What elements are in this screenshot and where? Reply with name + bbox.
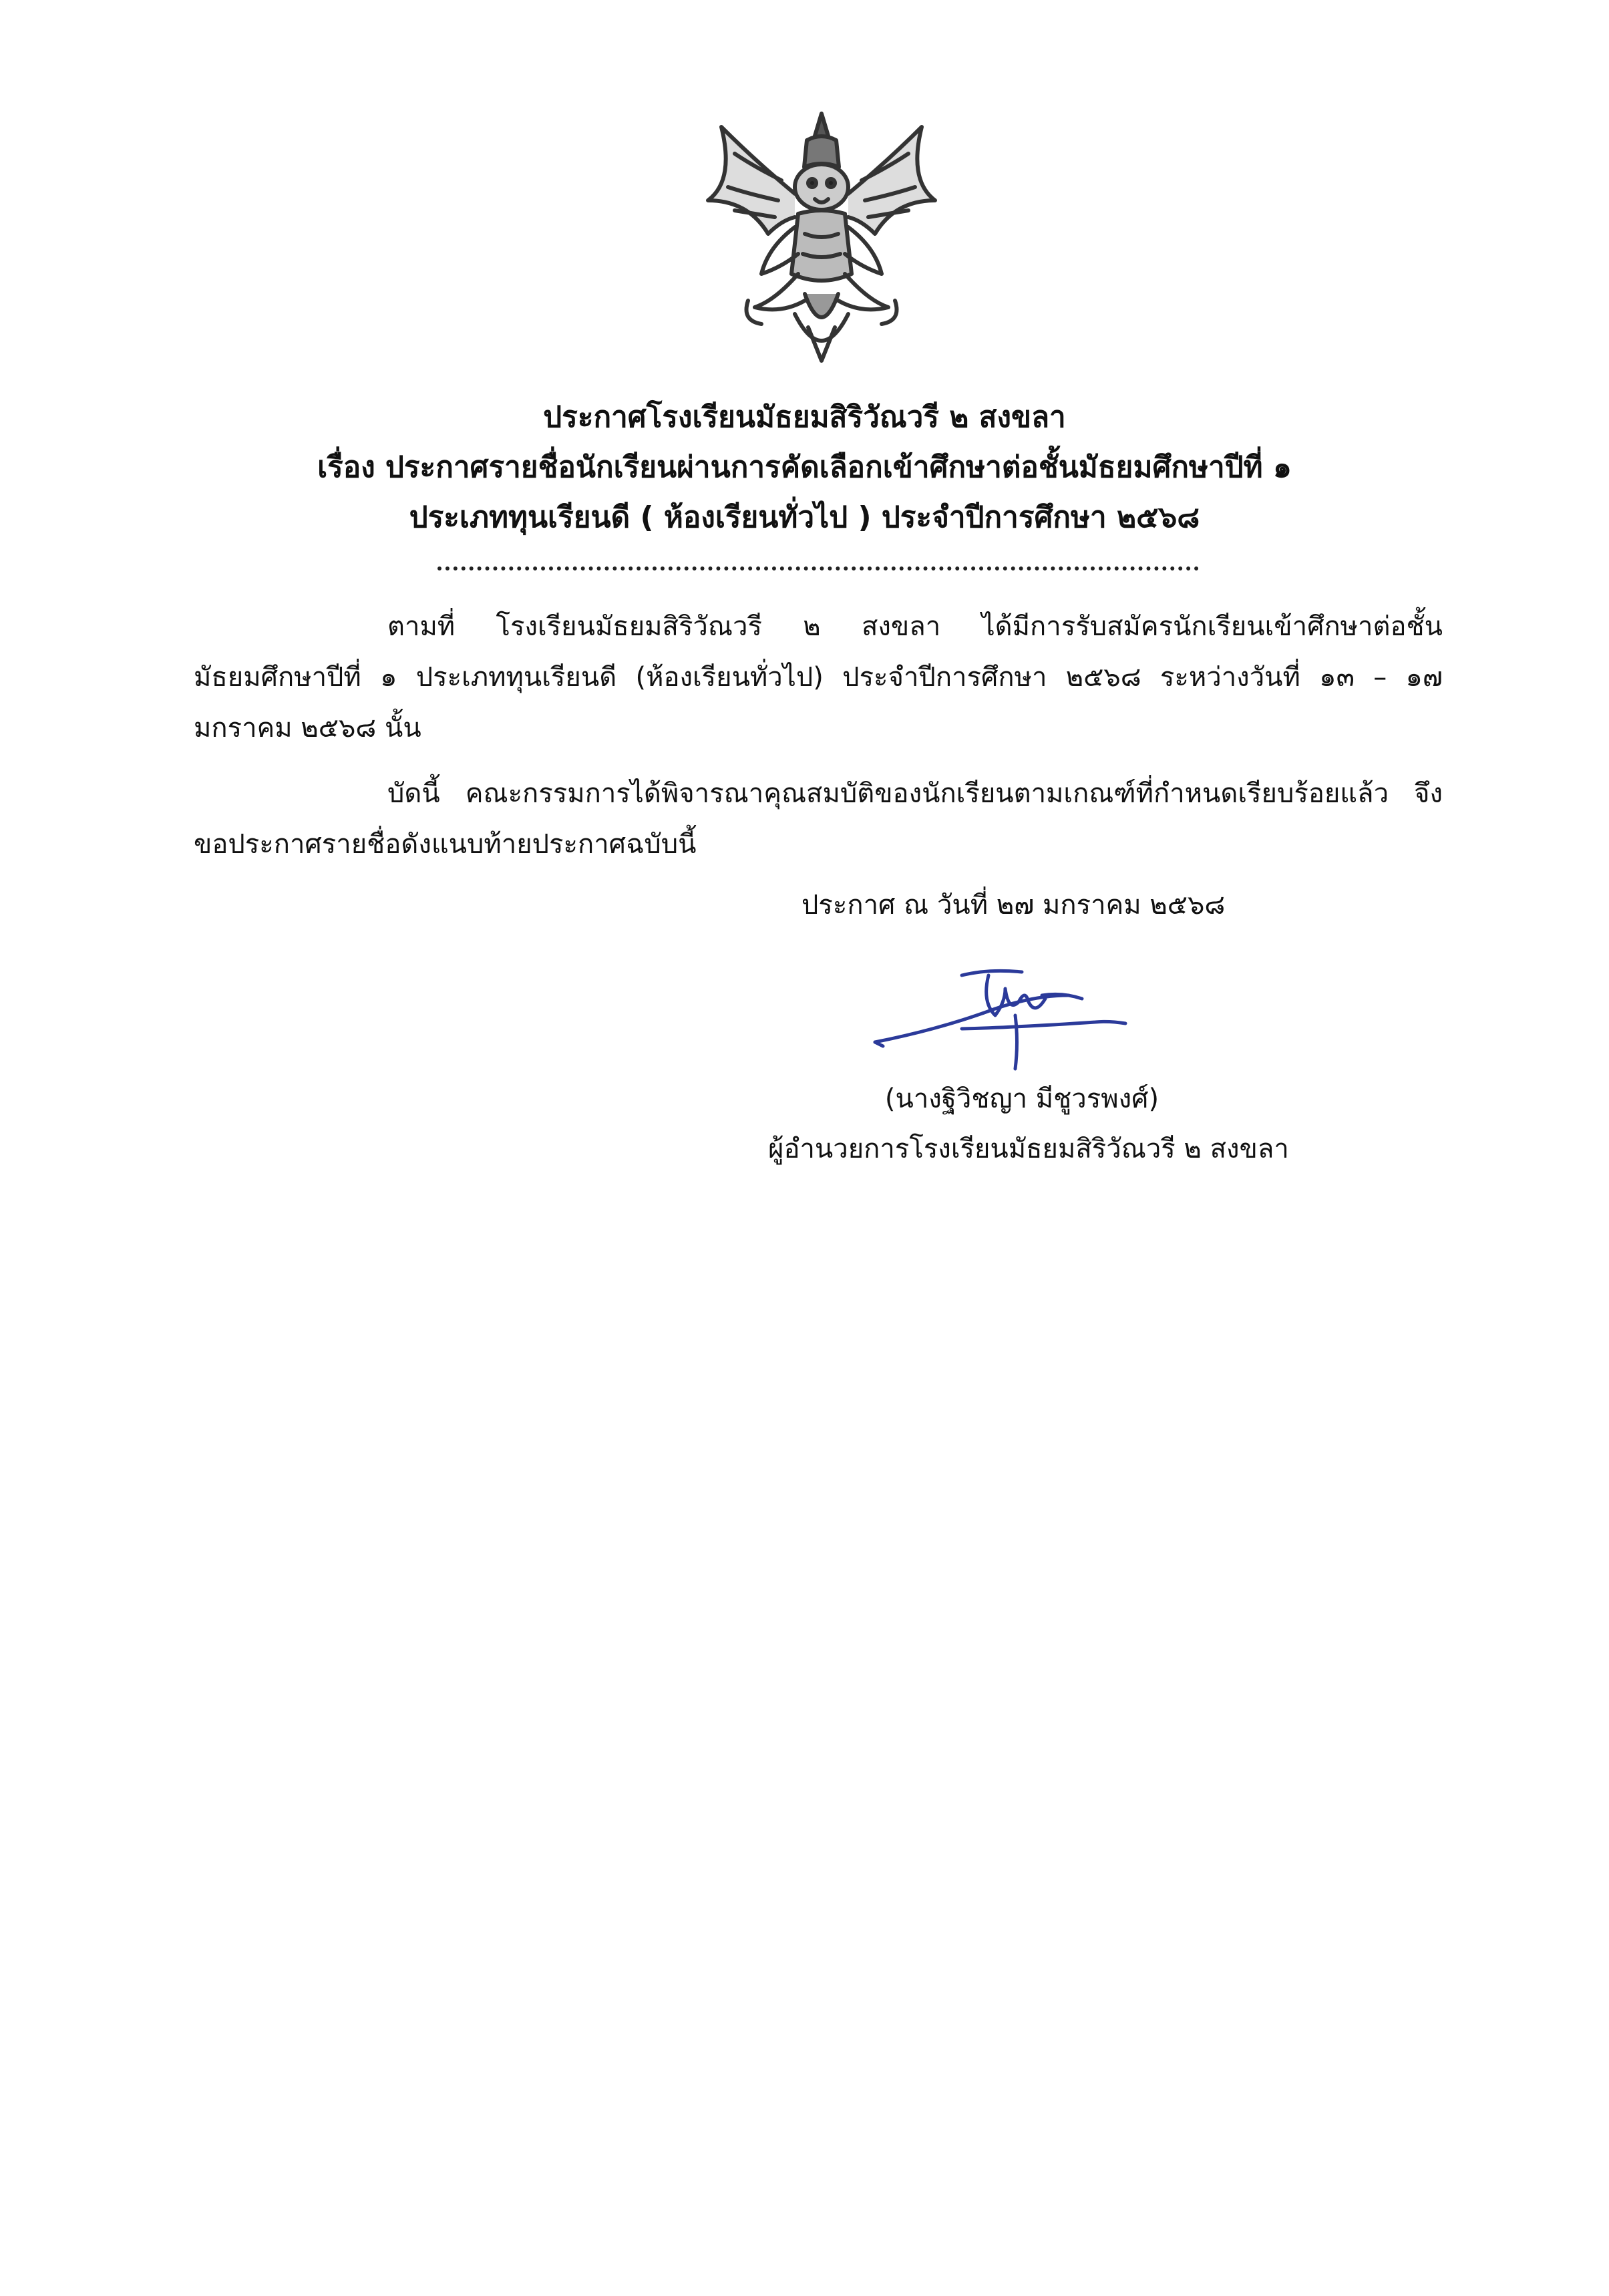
- announcement-title: ประกาศโรงเรียนมัธยมสิริวัณวรี ๒ สงขลา: [543, 400, 1066, 434]
- body-paragraph-1: [194, 601, 1443, 754]
- announcement-subject: เรื่อง ประกาศรายชื่อนักเรียนผ่านการคัดเลือกเข้าศึกษาต่อชั้นมัธยมศึกษาปีที่ ๑: [317, 450, 1292, 484]
- paragraph-2-text: บัดนี้ คณะกรรมการได้พิจารณาคุณสมบัติของนักเรียนตามเกณฑ์ที่กำหนดเรียบร้อยแล้ว จึงขอประกาศรายชื่อดังแนบท้ายประกาศฉบับนี้: [194, 778, 1443, 860]
- signer-title: ผู้อำนวยการโรงเรียนมัธยมสิริวัณวรี ๒ สงขลา: [768, 1134, 1289, 1164]
- announcement-date: ประกาศ ณ วันที่ ๒๗ มกราคม ๒๕๖๘: [801, 890, 1226, 921]
- signature-icon: [862, 949, 1142, 1082]
- announcement-category: ประเภททุนเรียนดี ( ห้องเรียนทั่วไป ) ประจำปีการศึกษา ๒๕๖๘: [409, 500, 1200, 534]
- garuda-emblem-icon: [681, 100, 962, 381]
- paragraph-1-text: ตามที่ โรงเรียนมัธยมสิริวัณวรี ๒ สงขลา ได้มีการรับสมัครนักเรียนเข้าศึกษาต่อชั้นมัธยมศึกษาปีที่ ๑ ประเภททุนเรียนดี (ห้องเรียนทั่วไป) ประจำปีการศึกษา ๒๕๖๘ ระหว่างวันที่ ๑๓ – ๑๗ มกราคม ๒๕๖๘ นั้น: [194, 611, 1443, 744]
- dotted-divider: [437, 566, 1199, 570]
- signer-name: (นางฐิวิชญา มีชูวรพงศ์): [884, 1084, 1159, 1114]
- body-paragraph-2: [194, 768, 1443, 870]
